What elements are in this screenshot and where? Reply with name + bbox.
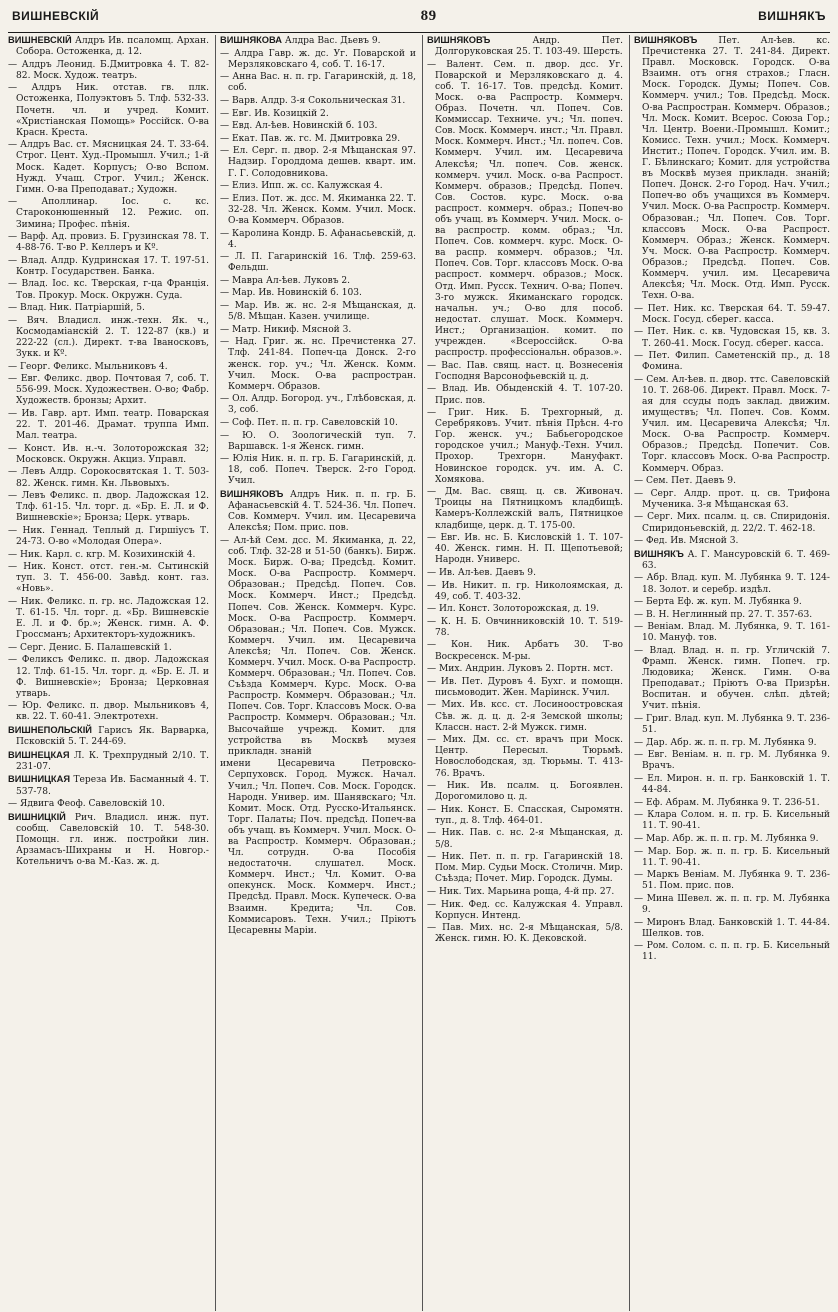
directory-entry xyxy=(634,750,830,772)
directory-entry xyxy=(220,194,416,227)
entry-text: Андр. Пет. Долгоруковская 25. Т. 103-49. Шерсть. xyxy=(435,36,623,58)
entry-text: — Конст. Ив. н.-ч. Золоторожская 32; Московск. Окружн. Акциз. Управл. xyxy=(8,443,209,465)
entry-text: — Евг. Феликс. двор. Почтовая 7, соб. Т. 556-99. Моск. Художествен. О-во; Фабр. Художеств. бронзы; Архит. xyxy=(8,374,209,407)
entry-text: А. Г. Мансуровскій 6. Т. 469-63. xyxy=(642,549,830,571)
entry-text: — Клара Солом. н. п. гр. Б. Кисельный 11. Т. 90-41. xyxy=(634,810,830,832)
entry-text: — Серг. Алдр. прот. ц. св. Трифона Мученика. 3-я Мѣщанская 63. xyxy=(634,488,830,510)
directory-entry xyxy=(634,738,830,749)
entry-surname: ВИШНЯКОВЪ xyxy=(634,35,698,45)
entry-text: — Валент. Сем. п. двор. дсс. Уг. Поварской и Мерзляковскаго д. 4. соб. Т. 16-17. Тов. предсѣд. Комит. Моск. о-ва Распростр. Коммерч. Образ. Почетн. чл. Попеч. Сов. Коммиссар. Техниче. уч.; Чл. попеч. Сов. Моск. Коммерч. инст.; Чл. Правл. Моск. Коммерч. Инст.; Чл. попеч. Сов. Коммерч. Учил. им. Цесаревича Алексѣя; Чл. попеч. Сов. женск. коммерч. учил. Моск. о-ва Распрост. Коммерч. образов.; Предсѣд. Попеч. Сов. Состов. курс. Моск. о-ва распрост. коммерч. образ.; Попеч-во объ учащ. въ Коммерч. Учил. Моск. о-ва распростр. комм. образ.; Чл. Попеч. Сов. коммерч. курс. Моск. О-ва распр. коммерч. образов.; Чл. Попеч. Сов. Торг. классовъ Моск. О-ва распрост. коммерч. образов.; Моск. Отд. Имп. Русск. Технич. О-ва; Попеч. 3-го мужск. Якиманскаго городск. начальн. уч.; О-во для пособ. недостат. слушат. Моск. Коммерч. Инст.; Организаціон. комит. по учрежден. «Всероссійск. О-ва распростр. профессіональн. образов.». xyxy=(427,59,623,359)
directory-entry xyxy=(427,852,623,885)
entry-text: — К. Н. Б. Овчинниковскій 10. Т. 519-78. xyxy=(427,616,623,638)
entry-text: — Маркъ Веніам. М. Лубянка 9. Т. 236-51. Пом. прис. пов. xyxy=(634,870,830,892)
directory-entry xyxy=(634,549,830,572)
entry-text: — Влад. Іос. кс. Тверская, г-ца Франція. Тов. Прокур. Моск. Окружн. Суда. xyxy=(8,279,209,301)
directory-entry xyxy=(634,512,830,534)
directory-entry xyxy=(634,646,830,713)
entry-text: — Алдръ Леонид. Б.Дмитровка 4. Т. 82-82. Моск. Худож. театръ. xyxy=(8,59,209,81)
directory-entry xyxy=(427,581,623,603)
entry-text: — Ел. Мирон. н. п. гр. Банковскій 1. Т. 44-84. xyxy=(634,774,830,796)
directory-entry xyxy=(8,140,209,195)
entry-text: Рич. Владисл. инж. пут. сообщ. Савеловскій 10. Т. 548-30. Помощн. гл. инж. постройки лин. Арзамасъ-Шихраны и Н. Новгор.-Котельничъ о-ва М.-Каз. ж. д. xyxy=(16,812,209,868)
directory-entry xyxy=(634,894,830,916)
directory-entry xyxy=(220,301,416,323)
directory-entry xyxy=(427,533,623,566)
entry-text: — Евг. Веніам. н. п. гр. М. Лубянка 9. Врачъ. xyxy=(634,750,830,772)
entry-text: — Веніам. Влад. М. Лубянка, 9. Т. 161-10. Мануф. тов. xyxy=(634,622,830,644)
directory-entry xyxy=(220,325,416,336)
entry-text: — Григ. Влад. куп. М. Лубянка 9. Т. 236-51. xyxy=(634,714,830,736)
directory-entry xyxy=(427,887,623,898)
entry-text: — Феликсъ Феликс. п. двор. Ладожская 12. Тлф. 61-15. Чл. торг. д. «Бр. Е. Л. и Ф. Вишневскіе»; Бронза; Церковная утварь. xyxy=(8,655,209,699)
directory-entry xyxy=(8,279,209,301)
directory-entry xyxy=(8,303,209,314)
directory-entry xyxy=(427,828,623,850)
directory-entry xyxy=(634,35,830,302)
entry-text: — Алдра Гавр. ж. дс. Уг. Поварской и Мерзляковскаго 4, соб. Т. 16-17. xyxy=(220,48,416,70)
entry-text: — Мар. Абр. ж. п. п. гр. М. Лубянка 9. xyxy=(634,833,819,844)
entry-surname: ВИШНЯКОВА xyxy=(220,35,283,45)
entry-surname: ВИШНЯКЪ xyxy=(634,548,684,559)
entry-text: — Дар. Абр. ж. п. п. гр. М. Лубянка 9. xyxy=(634,737,817,748)
page-number: 89 xyxy=(420,8,437,24)
entry-text: — Мар. Ив. ж. нс. 2-я Мѣщанская, д. 5/8. Мѣщан. Казен. училище. xyxy=(220,301,416,323)
directory-entry xyxy=(427,664,623,675)
directory-entry xyxy=(220,109,416,120)
entry-surname: ВИШНЕЦКАЯ xyxy=(8,749,70,760)
directory-entry xyxy=(220,146,416,179)
entry-text: Алдръ Ив. псаломщ. Архан. Собора. Остоженка, д. 12. xyxy=(16,36,209,58)
directory-entry xyxy=(220,252,416,274)
directory-entry xyxy=(8,256,209,278)
text-columns xyxy=(8,33,830,1311)
entry-text: — В. Н. Неглинный пр. 27. Т. 357-63. xyxy=(634,609,813,620)
directory-entry xyxy=(8,362,209,373)
entry-text: — Григ. Ник. Б. Трехгорный, д. Серебряковъ. Учит. пѣнія Прѣсн. 4-го Гор. женск. уч.; Бабьегородское городское учил.; Мануф.-Техн. Учил. Прохор. Трехгорн. Мануфакт. Новинское городск. уч. им. А. С. Хомякова. xyxy=(427,408,623,485)
directory-entry xyxy=(8,444,209,466)
directory-entry xyxy=(8,197,209,230)
directory-entry xyxy=(634,870,830,892)
directory-entry xyxy=(427,923,623,945)
entry-text: — Ник. Феликс. п. гр. нс. Ладожская 12. Т. 61-15. Чл. торг. д. «Бр. Вишневскіе Е. Л. и Ф. бр.»; Женск. гимн. А. Ф. Гроссманъ; Архитекторъ-художникъ. xyxy=(8,597,209,641)
directory-entry xyxy=(220,72,416,94)
entry-text: — Ив. Гавр. арт. Имп. театр. Поварская 22. Т. 201-46. Драмат. труппа Имп. Мал. театра. xyxy=(8,409,209,442)
directory-entry xyxy=(634,847,830,869)
directory-entry xyxy=(220,229,416,251)
entry-text: Тереза Ив. Басманный 4. Т. 537-78. xyxy=(16,775,209,797)
entry-text: — Екат. Пав. ж. гс. М. Дмитровка 29. xyxy=(220,133,401,144)
directory-entry xyxy=(634,834,830,845)
entry-text: — Мих. Дм. сс. ст. врачъ при Моск. Центр. Пересыл. Тюрьмѣ. Новослободская, зд. Тюрьмы. Т. 413-76. Врачъ. xyxy=(427,735,623,779)
directory-entry xyxy=(220,431,416,453)
directory-entry xyxy=(634,810,830,832)
entry-text: — Евд. Ал-ѣев. Новинскій б. 103. xyxy=(220,121,378,132)
directory-entry xyxy=(427,408,623,486)
entry-text: — Мих. Андрин. Луковъ 2. Портн. мст. xyxy=(427,664,614,675)
entry-text: — Варф. Ад. провиз. Б. Грузинская 78. Т. 4-88-76. Т-во Р. Келлеръ и Кº. xyxy=(8,232,209,254)
directory-entry xyxy=(634,622,830,644)
entry-text: — Ник. Ив. псалм. ц. Богоявлен. Дорогомилово ц. д. xyxy=(427,781,623,803)
directory-entry xyxy=(634,327,830,349)
entry-text: — Л. П. Гагаринскій 16. Тлф. 259-63. Фельдш. xyxy=(220,252,416,274)
entry-text: — Сем. Ал-ѣев. п. двор. ттс. Савеловскій 10. Т. 268-06. Директ. Правл. Моск. 7-ая для ссуды подъ заклад. движим. имуществъ; Чл. Попеч. Сов. Комм. Учил. им. Цесаревича Алексѣя; Чл. Моск. О-ва Распростр. Коммерч. Образов.; Предсѣд. Попечит. Сов. Торг. классовъ Моск. О-ва Распростр. Коммерч. Образ. xyxy=(634,374,830,474)
directory-entry xyxy=(427,640,623,662)
entry-text: — Ник. Карл. с. кгр. М. Козихинскій 4. xyxy=(8,549,196,560)
directory-entry xyxy=(220,49,416,71)
directory-entry xyxy=(220,337,416,392)
directory-entry xyxy=(427,900,623,922)
entry-text: — Еф. Абрам. М. Лубянка 9. Т. 236-51. xyxy=(634,797,820,808)
entry-text: — Ник. Конст. Б. Спасская, Сыромятн. туп., д. 8. Тлф. 464-01. xyxy=(427,804,623,826)
entry-text: — Ник. Геннад. Теплый д. Гиршіусъ Т. 24-73. О-во «Молодая Опера». xyxy=(8,525,209,548)
directory-entry xyxy=(634,489,830,511)
directory-entry xyxy=(8,526,209,548)
entry-text: — Мар. Бор. ж. п. п. гр. Б. Кисельный 11. Т. 90-41. xyxy=(634,846,830,868)
entry-text: — Ник. Конст. отст. ген.-м. Сытинскій туп. 3. Т. 456-00. Завѣд. конт. газ. «Новь». xyxy=(8,562,209,595)
entry-text: — Серг. Мих. псалм. ц. св. Спиридонія. Спиридоньевскій, д. 22/2. Т. 462-18. xyxy=(634,512,830,534)
directory-entry xyxy=(220,134,416,145)
directory-entry xyxy=(8,60,209,82)
running-head-left: ВИШНЕВСКІЙ xyxy=(12,9,100,23)
directory-entry xyxy=(8,83,209,138)
entry-text: — Мих. Ив. ксс. ст. Лосиноостровская Сѣв. ж. д. ц. д. 2-я Земской школы; Классн. наст. 2-й Мужск. гимн. xyxy=(427,700,623,733)
entry-text: — Вас. Пав. свящ. наст. ц. Вознесенія Господня Варсонофьевскій ц. д. xyxy=(427,360,623,382)
directory-entry xyxy=(427,781,623,803)
directory-entry xyxy=(220,394,416,416)
directory-entry xyxy=(220,454,416,487)
entry-surname: ВИШНЕВСКІЙ xyxy=(8,35,72,45)
directory-entry xyxy=(8,812,209,868)
entry-text: — Абр. Влад. куп. М. Лубянка 9. Т. 124-18. Золот. и серебр. издѣл. xyxy=(634,573,830,595)
directory-entry xyxy=(634,774,830,796)
directory-entry xyxy=(427,487,623,531)
directory-entry xyxy=(8,467,209,489)
entry-text: имени Цесаревича Петровско-Серпуховск. Город. Мужск. Начал. Учил.; Чл. Попеч. Сов. Моск. Городск. Народн. Универ. им. Шанявскаго; Чл. Комит. Моск. Отд. Русско-Итальянск. Торг. Палаты; Поч. предсѣд. Попеч-ва объ учащ. въ Коммерч. Учил. Моск. О-ва Распростр. Коммерч. Образован.; Чл. сотрудн. О-ва Пособія недостаточн. слушател. Моск. Коммерч. Инст.; Чл. Комит. О-ва опекунск. Моск. Коммерч. Инст.; Предсѣд. Правл. Моск. Купеческ. О-ва Взаимн. Кредита; Чл. Сов. Коммисаровъ. Техн. Учил.; Пріютъ Цесаревны Маріи. xyxy=(220,759,416,936)
directory-entry xyxy=(427,384,623,406)
entry-text: — Варв. Алдр. 3-я Сокольническая 31. xyxy=(220,95,406,106)
directory-entry xyxy=(427,568,623,579)
entry-text: — Мар. Ив. Новинскій б. 103. xyxy=(220,288,362,299)
entry-text: — Влад. Ник. Патріаршій, 5. xyxy=(8,303,145,314)
directory-entry xyxy=(220,181,416,192)
entry-text: — Елиз. Пот. ж. дсс. М. Якиманка 22. Т. 32-28. Чл. Женск. Комм. Учил. Моск. О-ва Коммерч. Образов. xyxy=(220,193,416,226)
entry-text: — Ник. Тих. Марьина роща, 4-й пр. 27. xyxy=(427,886,615,897)
directory-entry xyxy=(8,655,209,699)
entry-text: — Левъ Феликс. п. двор. Ладожская 12. Тлф. 61-15. Чл. торг. д. «Бр. Е. Л. и Ф. Вишневскіе»; Бронза; Церк. утварь. xyxy=(8,491,209,524)
entry-text: Алдра Вас. Дьевъ 9. xyxy=(284,36,381,46)
entry-text: — Пет. Ник. с. кв. Чудовская 15, кв. 3. Т. 260-41. Моск. Госуд. сберег. касса. xyxy=(634,327,830,349)
entry-surname: ВИШНИЦКІЙ xyxy=(8,811,66,822)
directory-entry xyxy=(634,304,830,326)
directory-entry xyxy=(634,610,830,621)
directory-entry xyxy=(8,750,209,773)
directory-entry xyxy=(427,60,623,360)
entry-surname: ВИШНЯКОВЪ xyxy=(220,489,284,500)
entry-text: Гарисъ Як. Варварка, Псковскій 5. Т. 244-69. xyxy=(16,726,209,748)
directory-entry xyxy=(8,701,209,723)
directory-entry xyxy=(8,316,209,360)
directory-entry xyxy=(634,918,830,940)
entry-text: — Ядвига Феоф. Савеловскій 10. xyxy=(8,799,165,810)
entry-text: — Ив. Никит. п. гр. Николоямская, д. 49, соб. Т. 403-32. xyxy=(427,580,623,602)
directory-entry xyxy=(220,288,416,299)
directory-entry xyxy=(634,536,830,547)
directory-entry xyxy=(634,476,830,487)
entry-surname: ВИШНЯКОВЪ xyxy=(427,35,491,45)
entry-text: — Юр. Феликс. п. двор. Мыльниковъ 4, кв. 22. Т. 60-41. Электротехн. xyxy=(8,701,209,723)
directory-entry xyxy=(427,617,623,639)
entry-text: — Евг. Ив. Козицкій 2. xyxy=(220,108,329,119)
directory-entry xyxy=(220,35,416,47)
directory-entry xyxy=(427,604,623,615)
entry-text: — Пет. Филип. Саметенскій пр., д. 18 Фомина. xyxy=(634,351,830,373)
directory-entry xyxy=(427,677,623,699)
directory-entry xyxy=(220,418,416,429)
entry-text: — Вяч. Владисл. инж.-техн. Як. ч., Космодаміанскій 2. Т. 122-87 (кв.) и 222-22 (сл.). Директ. т-ва Іваносковъ, Зукк. и Кº. xyxy=(8,315,209,360)
entry-text: — Ю. О. Зоологическій туп. 7. Варшавск. 1-я Женск. гимн. xyxy=(220,430,416,452)
directory-entry xyxy=(8,562,209,595)
directory-entry xyxy=(427,700,623,733)
entry-text: — Кон. Ник. Арбатъ 30. Т-во Воскресенск. М-ры. xyxy=(427,640,623,662)
directory-entry xyxy=(634,714,830,736)
entry-text: Алдръ Ник. п. п. гр. Б. Афанасьевскій 4. Т. 524-36. Чл. Попеч. Сов. Коммерч. Учил. им. Цесаревича Алексѣя; Пом. прис. пов. xyxy=(228,490,416,534)
directory-entry xyxy=(427,361,623,383)
column-2 xyxy=(215,35,416,1311)
entry-text: — Сем. Пет. Даевъ 9. xyxy=(634,476,736,487)
entry-text: Л. К. Трехпрудный 2/10. Т. 231-07. xyxy=(16,750,209,772)
entry-text: — Ол. Алдр. Богород. уч., Глѣбовская, д. 3, соб. xyxy=(220,394,416,416)
entry-text: — Пет. Ник. кс. Тверская 64. Т. 59-47. Моск. Госуд. сберег. касса. xyxy=(634,303,830,325)
directory-entry xyxy=(8,597,209,641)
entry-text: — Ил. Конст. Золоторожская, д. 19. xyxy=(427,604,600,615)
page-header xyxy=(8,8,830,33)
directory-entry xyxy=(8,774,209,797)
entry-text: — Влад. Ив. Обыденскій 4. Т. 107-20. Прис. пов. xyxy=(427,384,623,406)
directory-entry xyxy=(427,35,623,58)
entry-text: — Ел. Серг. п. двор. 2-я Мѣщанская 97. Надзир. Городдома дешев. кварт. им. Г. Г. Солодовникова. xyxy=(220,146,416,179)
directory-entry xyxy=(220,96,416,107)
entry-text: — Ив. Ал-ѣев. Даевъ 9. xyxy=(427,567,536,578)
entry-text: — Мавра Ал-ѣев. Луковъ 2. xyxy=(220,275,351,286)
entry-text: — Влад. Алдр. Кудринская 17. Т. 197-51. Контр. Государствен. Банка. xyxy=(8,255,209,277)
entry-text: — Юлія Ник. н. п. гр. Б. Гагаринскій, д. 18, соб. Попеч. Тверск. 2-го Город. Учил. xyxy=(220,454,416,487)
column-3 xyxy=(422,35,623,1311)
directory-entry xyxy=(634,941,830,963)
entry-text: — Ал-ѣй Сем. дсс. М. Якиманка, д. 22, соб. Тлф. 32-28 и 51-50 (банкъ). Бирж. Моск. Бирж. О-ва; Предсѣд. Комит. Моск. О-ва Распростр. Коммерч. Образован.; Предсѣд. Попеч. Сов. Моск. Коммерч. Инст.; Предсѣд. Попеч. Сов. Женск. Коммерч. Курс. Моск. О-ва Распростр. Коммерч. Образован.; Чл. Попеч. Сов. Мужск. Коммерч. Учил. им. Цесаревича Алексѣя; Чл. Попеч. Сов. Женск. Коммерч. Учил. Моск. О-ва Распростр. Коммерч. Образован.; Чл. Попеч. Сов. Съѣзда Коммерч. Курс. Моск. О-ва Распростр. Коммерч. Образован.; Чл. Попеч. Сов. Торг. Классовъ Моск. О-ва Распростр. Коммерч. Образован.; Чл. Высочайше учрежд. Комит. для устройства въ Москвѣ музея прикладн. знаній xyxy=(220,535,416,757)
running-head-right: ВИШНЯКЪ xyxy=(758,9,826,23)
entry-text: — Елиз. Ипп. ж. сс. Калужская 4. xyxy=(220,181,383,192)
directory-entry xyxy=(8,643,209,654)
entry-text: — Ник. Пав. с. нс. 2-я Мѣщанская, д. 5/8. xyxy=(427,828,623,850)
entry-text: — Евг. Ив. нс. Б. Кисловскій 1. Т. 107-40. Женск. гимн. Н. П. Щепотьевой; Народн. Универс. xyxy=(427,533,623,566)
directory-entry xyxy=(8,35,209,58)
directory-entry xyxy=(8,725,209,748)
column-4 xyxy=(629,35,830,1311)
entry-text: — Алдръ Вас. ст. Мясницкая 24. Т. 33-64. Строг. Цент. Худ.-Промышл. Учил.; 1-й Моск. Кадет. Корпусъ; О-во Вспом. Нужд. Учащ. Строг. Учил.; Женск. Гимн. О-ва Преподават.; Художн. xyxy=(8,140,209,195)
entry-text: — Ив. Пет. Дуровъ 4. Бухг. и помощн. письмоводит. Жен. Маріинск. Учил. xyxy=(427,676,623,698)
entry-text: — Соф. Пет. п. п. гр. Савеловскій 10. xyxy=(220,418,398,428)
directory-entry xyxy=(8,232,209,254)
entry-text: — Ник. Фед. сс. Калужская 4. Управл. Корпусн. Интенд. xyxy=(427,899,623,921)
directory-entry xyxy=(634,798,830,809)
directory-entry xyxy=(220,489,416,534)
directory-entry xyxy=(8,550,209,561)
entry-text: — Над. Григ. ж. нс. Пречистенка 27. Тлф. 241-84. Попеч-ца Донск. 2-го женск. гор. уч.; Чл. Женск. Комм. Учил. Моск. О-ва распростран. Коммерч. Образов. xyxy=(220,337,416,392)
entry-text: — Ром. Солом. с. п. п. гр. Б. Кисельный 11. xyxy=(634,941,830,963)
entry-text: — Алдръ Ник. отстав. гв. плк. Остоженка, Полуэктовъ 5. Тлф. 532-33. Почетн. чл. и учред. Комит. «Христіанская Помощь» Россійск. О-ва Красн. Креста. xyxy=(8,83,209,138)
entry-text: — Берта Еф. ж. куп. М. Лубянка 9. xyxy=(634,597,802,608)
entry-text: — Каролина Кондр. Б. Афанасьевскій, д. 4. xyxy=(220,228,416,250)
entry-text: — Аполлинар. Іос. с. кс. Староконюшенный 12. Режис. оп. Зимина; Профес. пѣнія. xyxy=(8,197,209,230)
column-1 xyxy=(8,35,209,1311)
directory-entry xyxy=(634,351,830,373)
directory-entry xyxy=(8,409,209,442)
entry-text: — Анна Вас. н. п. гр. Гагаринскій, д. 18, соб. xyxy=(220,72,416,94)
directory-entry xyxy=(8,799,209,810)
entry-text: — Миронъ Влад. Банковскій 1. Т. 44-84. Шелков. тов. xyxy=(634,917,830,939)
directory-entry xyxy=(634,573,830,595)
directory-entry xyxy=(220,536,416,758)
entry-text: — Серг. Денис. Б. Палашевскій 1. xyxy=(8,642,172,653)
entry-text: — Пав. Мих. нс. 2-я Мѣщанская, 5/8. Женск. гимн. Ю. К. Дековской. xyxy=(427,923,623,945)
entry-text: Пет. Ал-ѣев. кс. Пречистенка 27. Т. 241-84. Директ. Правл. Московск. Городск. О-ва Взаимн. отъ огня страхов.; Гласн. Моск. Городск. Думы; Попеч. Сов. Коммерч. учил.; Тов. Предсѣд. Моск. О-ва Распростран. Коммерч. Образов.; Чл. Моск. Комит. Всерос. Союза Гор.; Чл. Центр. Воени.-Промышл. Комит.; Комисс. Техн. учил.; Моск. Коммерч. Инстит.; Попеч. Городск. Учил. им. В. Г. Бѣлинскаго; Комит. для устройства въ Москвѣ музея прикладн. знаній; Попеч. Донск. 2-го Город. Нач. Учил.; Попеч-во объ учащихся въ Коммерч. Учил. Моск. О-ва Распростр. Коммерч. Образован.; Чл. Попеч. Сов. Торг. классовъ Моск. О-ва Распрост. Коммерч. Образ.; Женск. Коммерч. Уч. Моск. О-ва Распростр. Коммерч. Образов.; Предсѣд. Попеч. Сов. Коммерч. учил. им. Цесаревича Алексѣя; Чл. Моск. Отд. Имп. Русск. Техн. О-ва. xyxy=(642,36,830,302)
entry-surname: ВИШНИЦКАЯ xyxy=(8,774,70,785)
directory-entry xyxy=(427,805,623,827)
entry-text: — Влад. Влад. н. п. гр. Угличскій 7. Фрамп. Женск. гимн. Попеч. гр. Людовика; Женск. Гимн. О-ва Преподават.; Пріютъ О-ва Призрѣн. Воспитан. и обучен. слѣп. дѣтей; Учит. пѣнія. xyxy=(634,645,830,712)
entry-text: — Левъ Алдр. Сорокосвятская 1. Т. 503-82. Женск. гимн. Кн. Львовыхъ. xyxy=(8,467,209,489)
directory-entry xyxy=(427,735,623,779)
directory-entry xyxy=(8,374,209,407)
directory-entry xyxy=(220,121,416,132)
entry-text: — Ник. Пет. п. п. гр. Гагаринскій 18. Пом. Мир. Судьи Моск. Столичн. Мир. Съѣзда; Почет. Мир. Городск. Думы. xyxy=(427,852,623,885)
directory-entry xyxy=(8,491,209,524)
entry-text: — Мина Шевел. ж. п. п. гр. М. Лубянка 9. xyxy=(634,893,830,916)
directory-entry xyxy=(634,375,830,475)
entry-surname: ВИШНЕПОЛЬСКІЙ xyxy=(8,725,92,736)
entry-text: — Матр. Никиф. Мясной 3. xyxy=(220,324,352,335)
entry-text: — Фед. Ив. Мясной 3. xyxy=(634,536,739,547)
entry-text: — Георг. Феликс. Мыльниковъ 4. xyxy=(8,361,168,372)
entry-text: — Дм. Вас. свящ. ц. св. Живонач. Троицы на Пятницкомъ кладбищѣ. Камеръ-Коллежскій валъ, Пятницкое кладбище, церк. д. Т. 175-00. xyxy=(427,487,623,531)
directory-entry xyxy=(220,759,416,937)
directory-entry xyxy=(634,597,830,608)
directory-entry xyxy=(220,276,416,287)
